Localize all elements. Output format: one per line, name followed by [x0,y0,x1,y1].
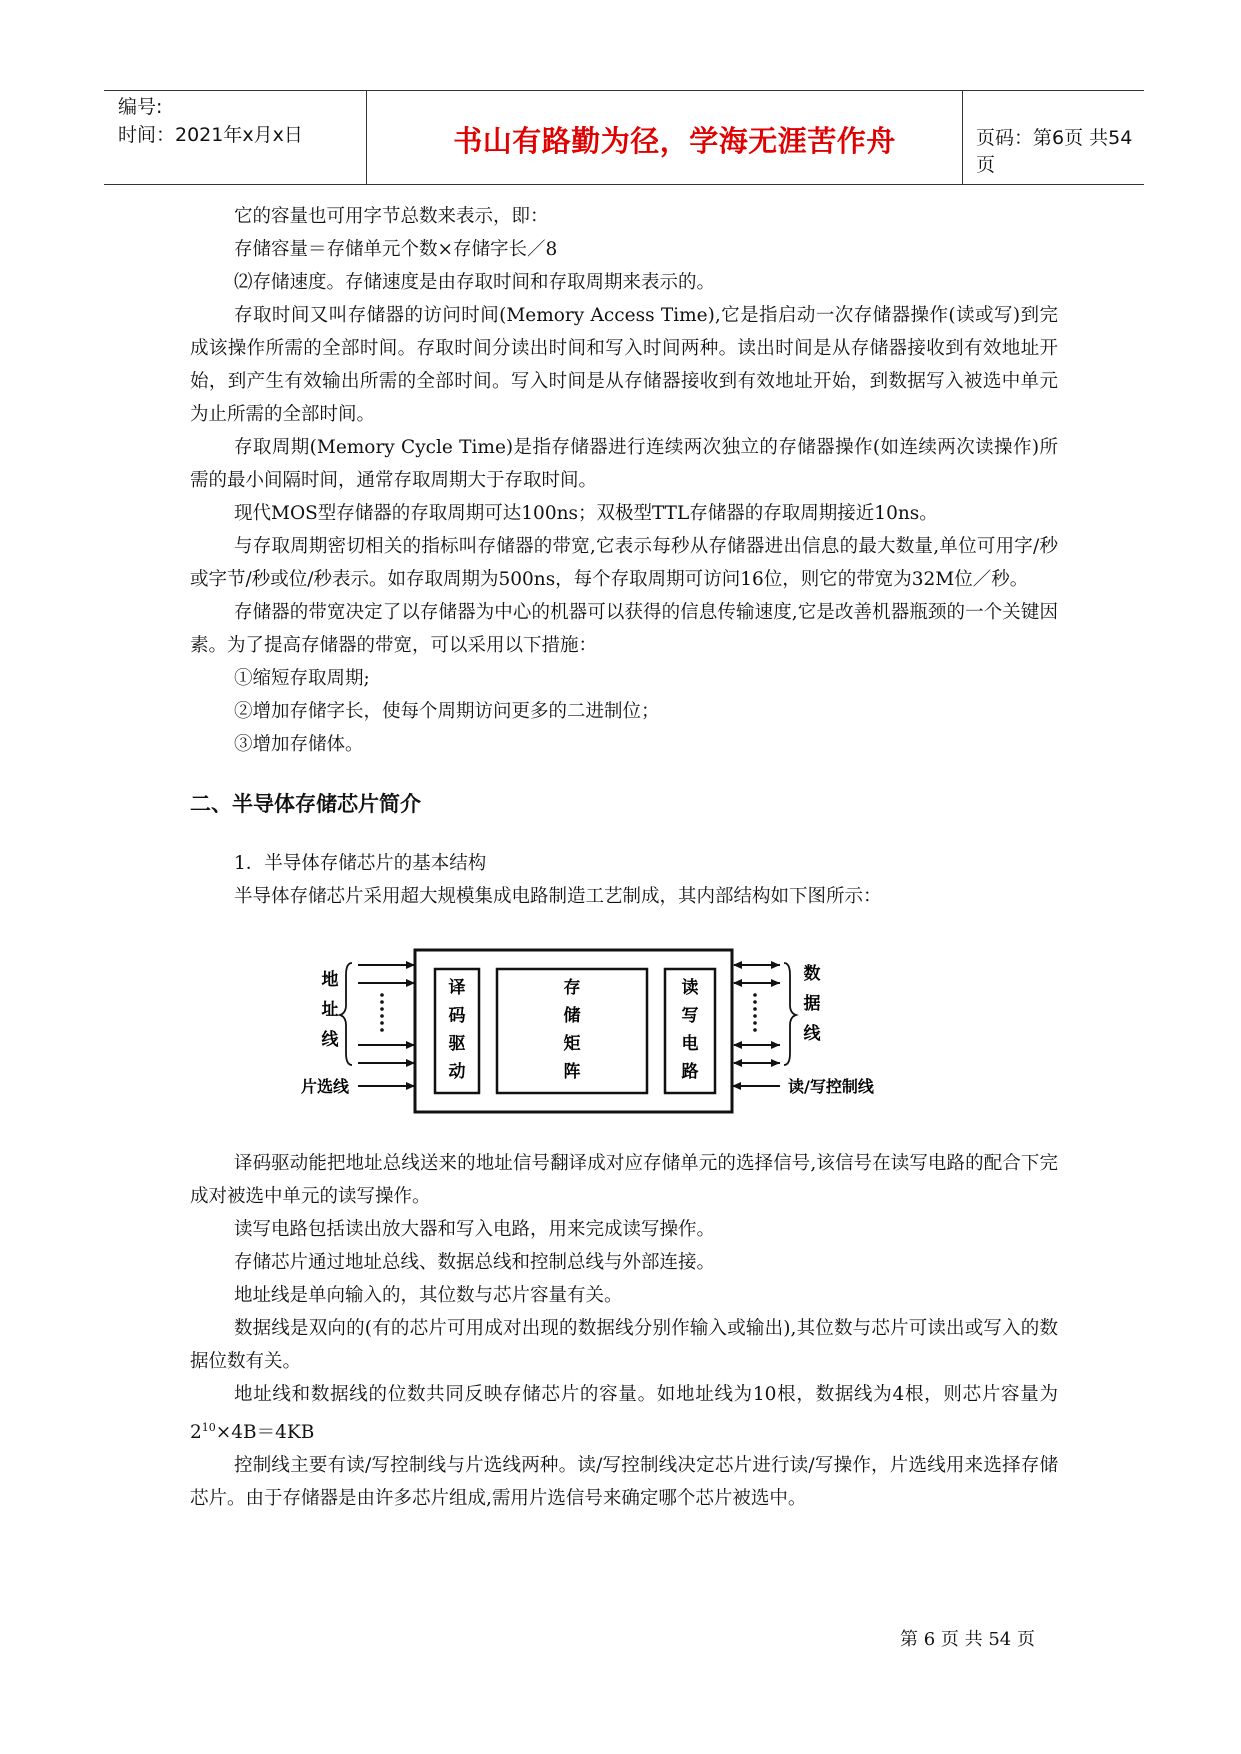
header-meta [118,93,378,149]
decoder-char-1: 译 [448,978,466,998]
data-label-1: 数 [803,964,821,984]
matrix-char-2: 储 [563,1006,581,1026]
rw-char-2: 写 [681,1006,699,1026]
page-footer: 第 6 页 共 54 页 [900,1629,1035,1650]
paragraph: ①缩短存取周期; [234,668,370,689]
address-arrows [358,965,415,1086]
header-motto: 书山有路勤为径，学海无涯苦作舟 [453,124,896,158]
decoder-char-4: 动 [448,1062,466,1082]
matrix-char-4: 阵 [563,1062,581,1082]
time-label: 时间：2021年x月x日 [118,124,303,146]
paragraph: 存取周期(Memory Cycle Time)是指存储器进行连续两次独立的存储器操作(如连续两次读操作)所需的最小间隔时间，通常存取周期大于存取时间。 [190,437,1058,491]
data-label-3: 线 [803,1024,821,1044]
paragraph: ③增加存储体。 [234,734,364,755]
paragraph: 存储器的带宽决定了以存储器为中心的机器可以获得的信息传输速度,它是改善机器瓶颈的一个关键因素。为了提高存储器的带宽，可以采用以下措施： [190,602,1058,656]
capacity-text: 地址线和数据线的位数共同反映存储芯片的容量。如地址线为10根，数据线为4根，则芯片容量为2 [190,1384,1058,1444]
matrix-char-1: 存 [563,978,581,998]
paragraph: 存取时间又叫存储器的访问时间(Memory Access Time),它是指启动一次存储器操作(读或写)到完成该操作所需的全部时间。存取时间分读出时间和写入时间两种。读出时间是从存储器接收到有效地址开始，到产生有效输出所需的全部时间。写入时间是从存储器接收到有效地址开始，到数据写入被选中单元为止所需的全部时间。 [190,305,1058,425]
memory-chip-diagram [300,935,940,1125]
paragraph: 数据线是双向的(有的芯片可用成对出现的数据线分别作输入或输出),其位数与芯片可读出或写入的数据位数有关。 [190,1318,1058,1372]
rw-char-4: 路 [681,1062,699,1082]
matrix-char-3: 矩 [563,1034,581,1054]
paragraph: ⑵存储速度。存储速度是由存取时间和存取周期来表示的。 [234,272,716,293]
paragraph: 它的容量也可用字节总数来表示，即： [234,206,549,227]
rw-char-1: 读 [681,978,699,998]
address-brace [340,963,352,1065]
data-label-2: 据 [803,994,821,1014]
address-label-2: 址 [321,1000,339,1020]
address-label-3: 线 [321,1030,339,1050]
paragraph: 存储容量＝存储单元个数×存储字长／8 [234,239,558,260]
control-line-paragraph: 控制线主要有读/写控制线与片选线两种。读/写控制线决定芯片进行读/写操作，片选线用来选择存储芯片。由于存储器是由许多芯片组成,需用片选信号来确定哪个芯片被选中。 [190,1455,1058,1510]
paragraph: 读写电路包括读出放大器和写入电路，用来完成读写操作。 [234,1219,716,1240]
paragraph: 与存取周期密切相关的指标叫存储器的带宽,它表示每秒从存储器进出信息的最大数量,单位可用字/秒或字节/秒或位/秒表示。如存取周期为500ns，每个存取周期可访问16位，则它的带宽为32M位／秒。 [190,536,1058,590]
header-divider [366,91,367,184]
rw-control-label: 读/写控制线 [788,1077,874,1096]
sub-title: 1．半导体存储芯片的基本结构 [234,853,487,874]
address-dots [380,993,384,1032]
chip-select-label: 片选线 [300,1077,350,1096]
decoder-char-2: 码 [448,1006,466,1026]
data-brace [784,963,796,1065]
serial-label: 编号: [118,96,163,118]
capacity-paragraph [190,1378,1058,1449]
decoder-char-3: 驱 [448,1034,466,1054]
section-title: 二、半导体存储芯片简介 [190,792,421,816]
header-page-info: 页码：第6页 共54页 [976,127,1133,176]
paragraph-group [190,1147,1058,1378]
address-label-1: 地 [321,970,339,990]
capacity-exponent: 10 [201,1421,216,1434]
paragraph: 现代MOS型存储器的存取周期可达100ns；双极型TTL存储器的存取周期接近10ns。 [234,503,938,524]
document-body [190,200,1058,1515]
paragraph-group [190,200,1058,761]
rw-char-3: 电 [681,1034,699,1054]
capacity-tail: ×4B＝4KB [215,1422,315,1444]
intro-paragraph: 半导体存储芯片采用超大规模集成电路制造工艺制成，其内部结构如下图所示： [234,886,882,907]
data-dots [753,993,757,1032]
paragraph: 地址线是单向输入的，其位数与芯片容量有关。 [234,1285,623,1306]
header-divider [962,91,963,184]
paragraph: 存储芯片通过地址总线、数据总线和控制总线与外部连接。 [234,1252,716,1273]
paragraph: ②增加存储字长，使每个周期访问更多的二进制位； [234,701,660,722]
page-header [104,90,1144,185]
chip-outline [415,950,732,1112]
data-arrows [732,965,780,1086]
paragraph: 译码驱动能把地址总线送来的地址信号翻译成对应存储单元的选择信号,该信号在读写电路的配合下完成对被选中单元的读写操作。 [190,1153,1058,1207]
